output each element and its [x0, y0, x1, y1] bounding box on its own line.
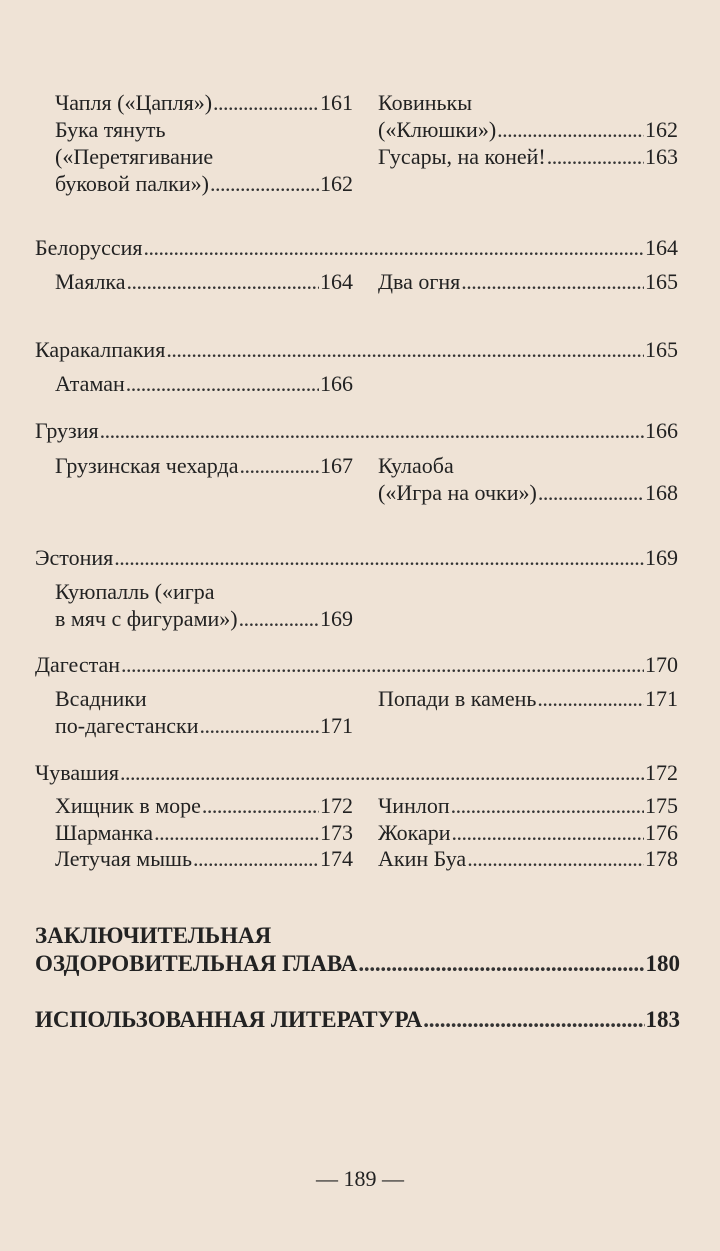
entry-title: Хищник в море	[55, 793, 201, 818]
toc-entry	[55, 685, 353, 739]
entry-page: 176	[645, 820, 678, 845]
entry-title: Чапля («Цапля»)	[55, 90, 213, 115]
entry-title: Летучая мышь	[55, 846, 192, 871]
entry-page: 172	[645, 760, 678, 785]
toc-entry	[378, 268, 678, 295]
toc-entry	[55, 89, 353, 116]
entry-page: 166	[645, 418, 678, 443]
toc-entry	[378, 845, 678, 872]
entry-page: 168	[645, 480, 678, 505]
toc-entry	[55, 370, 353, 397]
toc-entry	[378, 792, 678, 819]
section-title: Чувашия	[35, 760, 119, 785]
entry-page: 175	[645, 793, 678, 818]
toc-entry	[378, 452, 678, 506]
entry-page: 163	[645, 144, 678, 169]
toc-entry	[378, 685, 678, 712]
chapter-title: ИСПОЛЬЗОВАННАЯ ЛИТЕРАТУРА	[35, 1007, 423, 1032]
entry-title: Ковинькы	[378, 90, 473, 115]
toc-section	[35, 651, 678, 678]
entry-page: 183	[645, 1007, 680, 1032]
chapter-title: ОЗДОРОВИТЕЛЬНАЯ ГЛАВА	[35, 951, 358, 976]
entry-title: по-дагестански	[55, 713, 199, 738]
entry-title: Бука тянуть	[55, 117, 166, 142]
entry-title: Маялка	[55, 269, 126, 294]
entry-page: 172	[320, 793, 353, 818]
toc-entry	[55, 819, 353, 846]
section-title: Каракалпакия	[35, 337, 166, 362]
entry-page: 171	[645, 686, 678, 711]
entry-page: 161	[320, 90, 353, 115]
entry-title: Грузинская чехарда	[55, 453, 239, 478]
entry-title: («Клюшки»)	[378, 117, 497, 142]
toc-chapter	[35, 922, 680, 978]
entry-title: в мяч с фигурами»)	[55, 606, 238, 631]
chapter-title: ЗАКЛЮЧИТЕЛЬНАЯ	[35, 923, 272, 948]
section-title: Эстония	[35, 545, 114, 570]
toc-entry	[55, 845, 353, 872]
entry-title: Куюпалль («игра	[55, 579, 215, 604]
entry-page: 173	[320, 820, 353, 845]
toc-entry	[55, 578, 353, 632]
entry-title: Два огня	[378, 269, 461, 294]
entry-title: Шарманка	[55, 820, 154, 845]
entry-page: 165	[645, 337, 678, 362]
toc-section	[35, 234, 678, 261]
entry-page: 169	[645, 545, 678, 570]
entry-page: 164	[645, 235, 678, 260]
section-title: Дагестан	[35, 652, 121, 677]
toc-section	[35, 336, 678, 363]
entry-title: («Игра на очки»)	[378, 480, 537, 505]
entry-page: 174	[320, 846, 353, 871]
section-title: Грузия	[35, 418, 99, 443]
toc-entry	[55, 792, 353, 819]
page-number: — 189 —	[316, 1166, 404, 1191]
entry-page: 171	[320, 713, 353, 738]
entry-title: Всадники	[55, 686, 147, 711]
entry-page: 165	[645, 269, 678, 294]
toc-section	[35, 544, 678, 571]
toc-entry	[378, 89, 678, 143]
entry-page: 169	[320, 606, 353, 631]
entry-title: Жокари	[378, 820, 451, 845]
toc-section	[35, 759, 678, 786]
entry-title: Попади в камень	[378, 686, 537, 711]
entry-page: 178	[645, 846, 678, 871]
toc-entry	[378, 819, 678, 846]
entry-title: буковой палки»)	[55, 171, 209, 196]
toc-section	[35, 417, 678, 444]
entry-page: 167	[320, 453, 353, 478]
entry-page: 162	[320, 171, 353, 196]
entry-title: Кулаоба	[378, 453, 454, 478]
entry-page: 170	[645, 652, 678, 677]
entry-page: 166	[320, 371, 353, 396]
toc-entry	[55, 116, 353, 197]
entry-title: Атаман	[55, 371, 125, 396]
entry-page: 164	[320, 269, 353, 294]
entry-page: 180	[645, 951, 680, 976]
entry-title: Акин Буа	[378, 846, 467, 871]
section-title: Белоруссия	[35, 235, 143, 260]
entry-title: («Перетягивание	[55, 144, 214, 169]
toc-chapter	[35, 1006, 680, 1034]
toc-entry	[55, 268, 353, 295]
entry-title: Гусары, на коней!	[378, 144, 546, 169]
entry-title: Чинлоп	[378, 793, 450, 818]
entry-page: 162	[645, 117, 678, 142]
toc-entry	[55, 452, 353, 479]
toc-entry	[378, 143, 678, 170]
